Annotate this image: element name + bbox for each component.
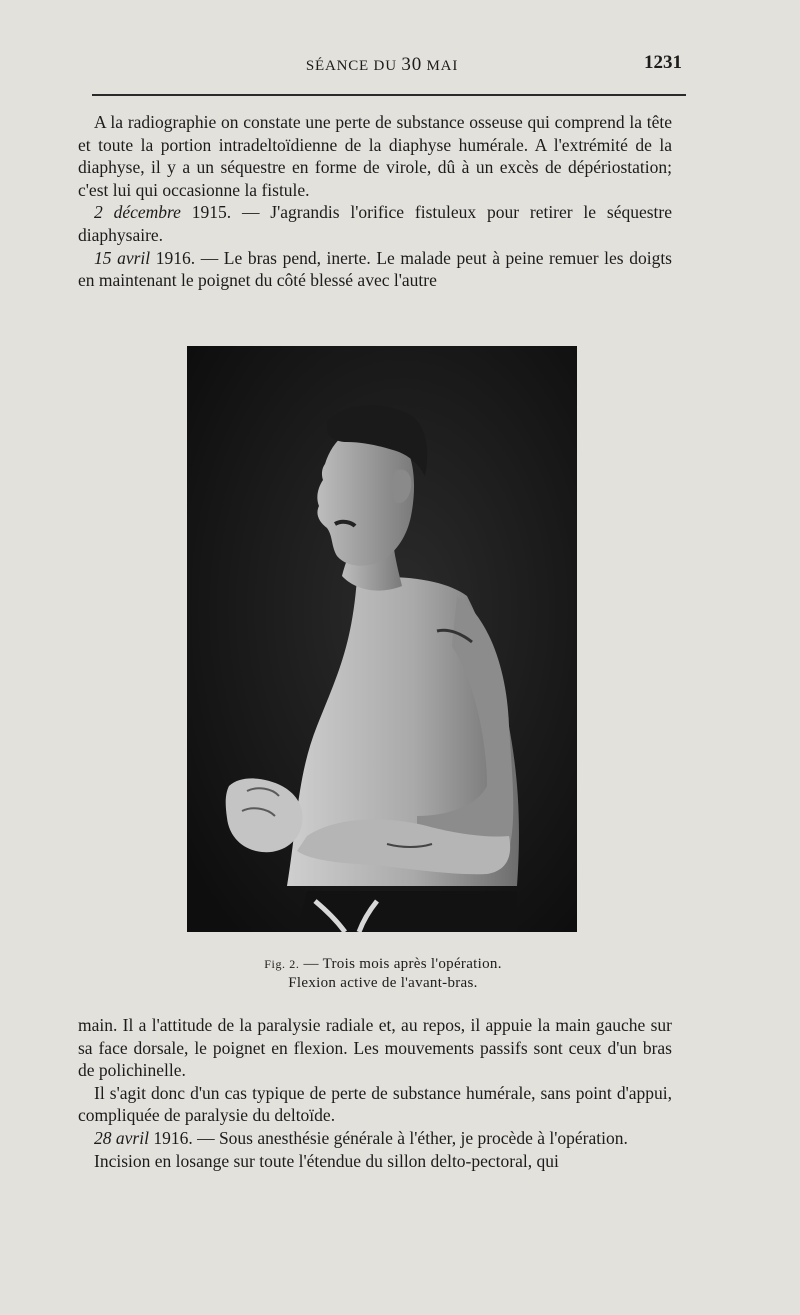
paragraph-main-continued: main. Il a l'attitude de la paralysie radiale et, au repos, il appuie la main gauche sur sa face dorsale, le poignet en flexion. Les mouvements passifs sont ceux d'un bras de polichinelle. bbox=[78, 1015, 672, 1081]
body-text-bottom bbox=[78, 1014, 672, 1172]
running-head bbox=[78, 50, 686, 80]
paragraph-decembre bbox=[78, 201, 672, 246]
paragraph-28-avril-text: — Sous anesthésie générale à l'éther, je procède à l'opération. bbox=[192, 1127, 628, 1148]
paragraph-avril-text: — Le bras pend, inerte. Le malade peut à peine remuer les doigts en maintenant le poignet du côté blessé avec l'autre bbox=[78, 247, 672, 291]
running-title-day: 30 bbox=[401, 54, 422, 75]
figure-label: Fig. 2. bbox=[264, 957, 300, 971]
date-28-avril: 28 avril bbox=[94, 1127, 149, 1148]
figure-caption bbox=[218, 955, 548, 993]
paragraph-perte-substance: Il s'agit donc d'un cas typique de perte de substance humérale, sans point d'appui, compliquée de paralysie du deltoïde. bbox=[78, 1082, 672, 1126]
date-decembre: 2 décembre bbox=[94, 202, 181, 223]
body-text-top bbox=[78, 111, 672, 292]
year-1915: 1915. bbox=[180, 202, 232, 223]
paragraph-incision: Incision en losange sur toute l'étendue du sillon delto-pectoral, qui bbox=[94, 1150, 559, 1171]
running-title bbox=[78, 54, 686, 76]
caption-line-2: Flexion active de l'avant-bras. bbox=[288, 975, 478, 991]
paragraph-radiographie: A la radiographie on constate une perte de substance osseuse qui comprend la tête et toute la portion intradeltoïdienne de la diaphyse humérale. A l'extrémité de la diaphyse, il y a un séquestre en forme de virole, dû à un excès de dépériostation; c'est lui qui occasionne la fistule. bbox=[78, 112, 672, 200]
page-number: 1231 bbox=[644, 52, 682, 73]
paragraph-decembre-text: — J'agrandis l'orifice fistuleux pour retirer le séquestre diaphysaire. bbox=[78, 202, 672, 245]
year-1916: 1916. bbox=[150, 247, 196, 268]
paragraph-28-avril bbox=[78, 1127, 672, 1150]
caption-line-1 bbox=[218, 955, 548, 974]
date-avril: 15 avril bbox=[94, 247, 151, 268]
figure-photograph bbox=[187, 346, 577, 932]
paragraph-avril bbox=[78, 247, 672, 292]
caption-line-1-text: — Trois mois après l'opération. bbox=[299, 956, 502, 972]
patient-photograph-image bbox=[187, 346, 577, 932]
running-title-prefix: SÉANCE DU bbox=[305, 58, 402, 74]
year-1916-operation: 1916. bbox=[148, 1127, 193, 1148]
header-rule bbox=[92, 94, 686, 96]
running-title-suffix: MAI bbox=[422, 58, 459, 74]
